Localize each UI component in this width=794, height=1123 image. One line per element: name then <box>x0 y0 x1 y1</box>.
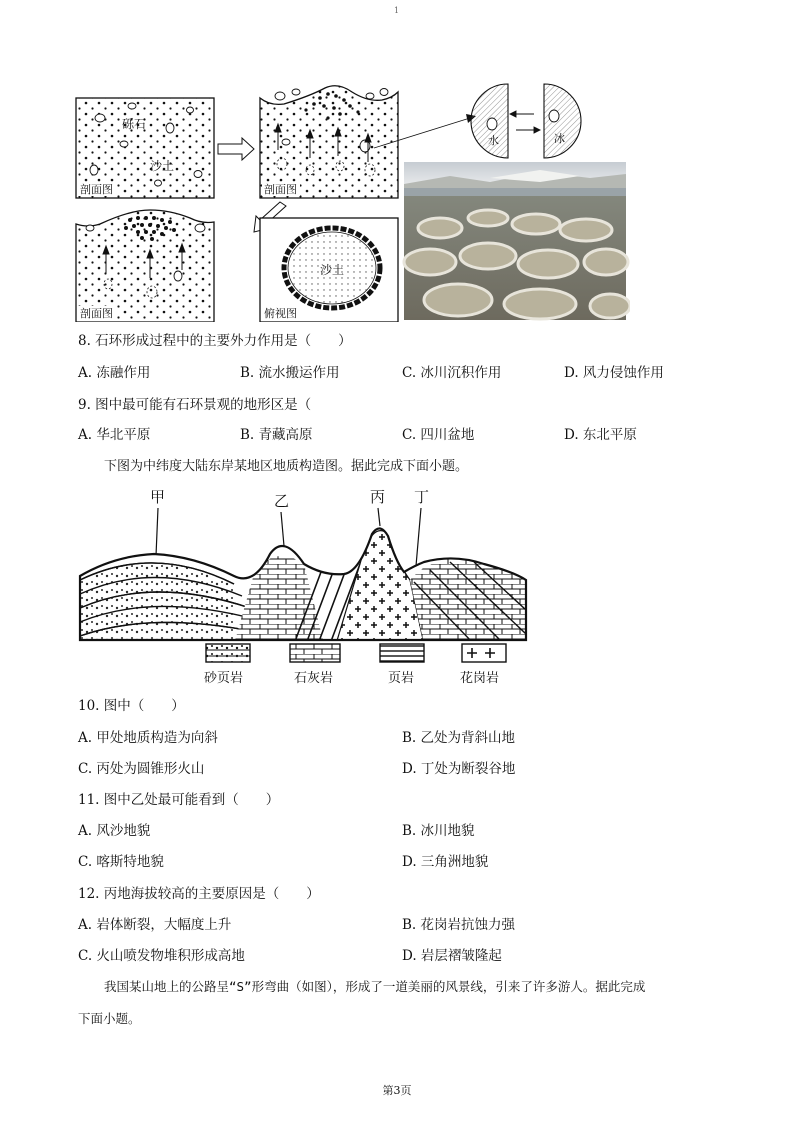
svg-text:石灰岩: 石灰岩 <box>294 671 334 686</box>
svg-text:页岩: 页岩 <box>388 671 415 686</box>
question-11-option-c[interactable]: C. 喀斯特地貌 <box>78 854 164 870</box>
profile-caption-2: 剖面图 <box>264 183 297 196</box>
question-9-option-a[interactable]: A. 华北平原 <box>78 427 151 443</box>
profile-caption-1: 剖面图 <box>80 183 113 196</box>
legend-limestone <box>290 644 340 686</box>
page-number: 第3页 <box>382 1084 412 1097</box>
label-yi: 乙 <box>274 492 290 510</box>
label-ding: 丁 <box>414 488 430 506</box>
intro-road-line1: 我国某山地上的公路呈“S”形弯曲（如图），形成了一道美丽的风景线，引来了许多游人。据此完成 <box>104 979 646 994</box>
legend <box>204 644 506 686</box>
legend-shale <box>380 644 424 686</box>
intro-road-line2: 下面小题。 <box>78 1011 141 1026</box>
page-top-mark: 1 <box>394 6 400 15</box>
question-8-option-b[interactable]: B. 流水搬运作用 <box>240 365 340 381</box>
question-8-option-a[interactable]: A. 冻融作用 <box>78 365 151 381</box>
question-10-option-c[interactable]: C. 丙处为圆锥形火山 <box>78 761 205 777</box>
ice-label: 冰 <box>554 132 565 145</box>
water-ice-diagram <box>471 84 581 158</box>
question-12-option-b[interactable]: B. 花岗岩抗蚀力强 <box>402 917 516 933</box>
question-11-stem: 11. 图中乙处最可能看到（ ） <box>78 792 280 808</box>
question-8-stem: 8. 石环形成过程中的主要外力作用是（ ） <box>78 333 352 349</box>
question-11-option-b[interactable]: B. 冰川地貌 <box>402 823 475 839</box>
panel-profile-2 <box>260 86 398 198</box>
panel-profile-3 <box>76 210 214 322</box>
question-11-option-d[interactable]: D. 三角洲地貌 <box>402 854 489 870</box>
question-10-option-a[interactable]: A. 甲处地质构造为向斜 <box>78 730 218 746</box>
svg-text:砂页岩: 砂页岩 <box>204 671 244 686</box>
question-10-option-d[interactable]: D. 丁处为断裂谷地 <box>402 761 516 777</box>
top-view-caption: 俯视图 <box>264 307 297 320</box>
profile-caption-3: 剖面图 <box>80 307 113 320</box>
question-9-option-d[interactable]: D. 东北平原 <box>564 427 637 443</box>
legend-granite <box>460 644 506 686</box>
gravel-label: 砾石 <box>122 117 147 131</box>
question-12-option-d[interactable]: D. 岩层褶皱隆起 <box>402 948 502 964</box>
question-10-stem: 10. 图中（ ） <box>78 698 185 714</box>
panel-profile-1 <box>76 98 214 198</box>
question-12-stem: 12. 丙地海拔较高的主要原因是（ ） <box>78 886 320 902</box>
label-jia: 甲 <box>150 488 166 506</box>
intro-geology: 下图为中纬度大陆东岸某地区地质构造图。据此完成下面小题。 <box>104 459 469 474</box>
question-9-option-b[interactable]: B. 青藏高原 <box>240 427 313 443</box>
arrow-right <box>218 138 254 160</box>
question-12-option-c[interactable]: C. 火山喷发物堆积形成高地 <box>78 948 245 964</box>
question-12-option-a[interactable]: A. 岩体断裂，大幅度上升 <box>78 917 232 933</box>
question-9-stem: 9. 图中最可能有石环景观的地形区是（ <box>78 397 312 413</box>
question-9-option-c[interactable]: C. 四川盆地 <box>402 427 475 443</box>
question-8-option-d[interactable]: D. 风力侵蚀作用 <box>564 365 664 381</box>
top-view-soil-label: 沙土 <box>320 263 345 277</box>
legend-sandshale <box>204 644 250 686</box>
svg-text:花岗岩: 花岗岩 <box>460 671 500 686</box>
question-8-option-c[interactable]: C. 冰川沉积作用 <box>402 365 502 381</box>
label-bing: 丙 <box>370 488 386 506</box>
geology-figure <box>74 484 534 690</box>
stone-ring-figure <box>70 78 630 322</box>
panel-top-view <box>260 218 398 322</box>
soil-label: 沙土 <box>150 159 175 173</box>
stone-ring-photo <box>404 162 630 320</box>
question-10-option-b[interactable]: B. 乙处为背斜山地 <box>402 730 516 746</box>
question-11-option-a[interactable]: A. 风沙地貌 <box>78 823 151 839</box>
water-label: 水 <box>488 134 499 147</box>
